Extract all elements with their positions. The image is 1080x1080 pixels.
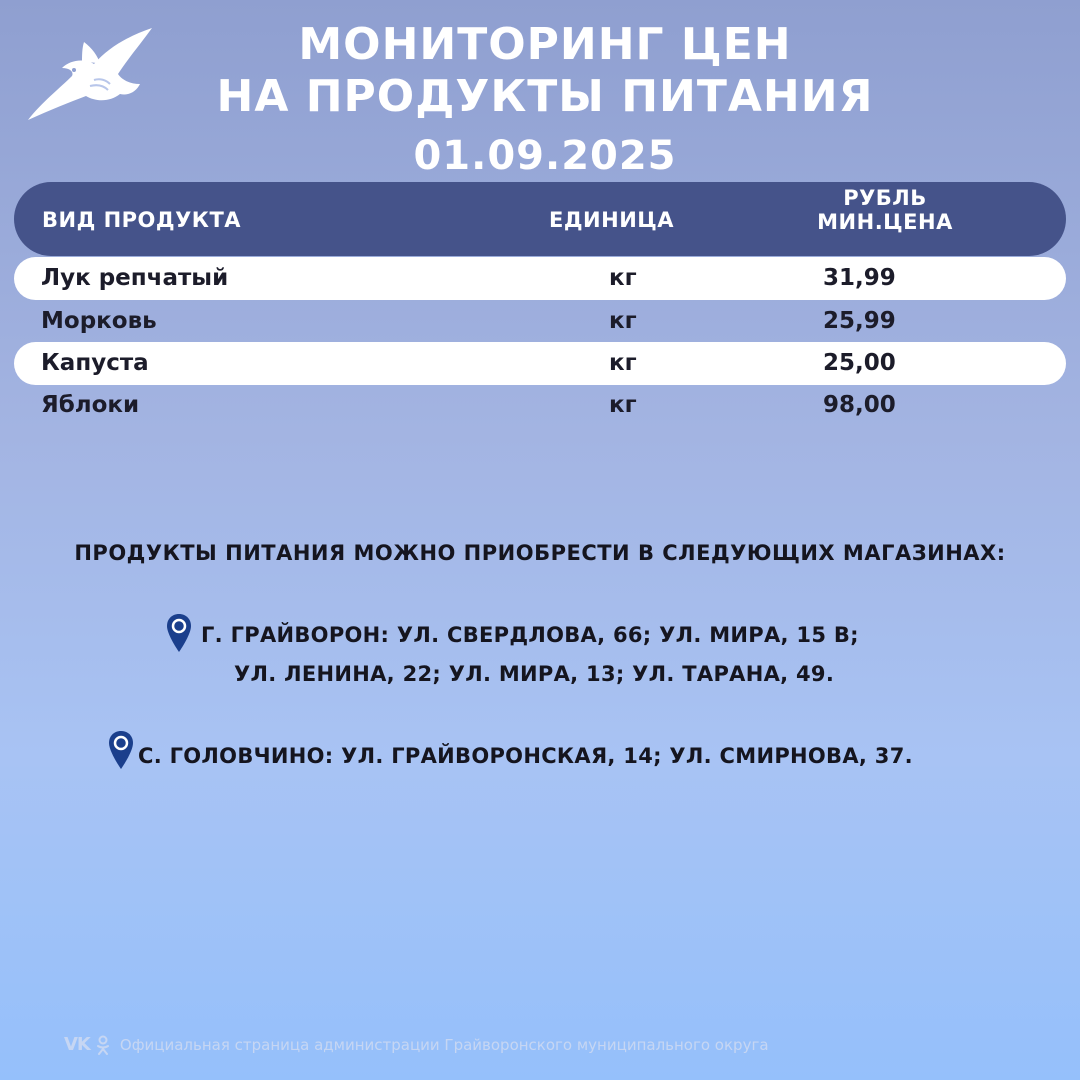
page-title-line1: МОНИТОРИНГ ЦЕН — [298, 19, 792, 70]
footer-text: Официальная страница администрации Грайворонского муниципального округа — [119, 1035, 769, 1054]
column-header-price-line2: МИН.ЦЕНА — [817, 210, 953, 234]
table-row — [14, 342, 1066, 385]
table-row — [14, 384, 1066, 427]
product-name: Яблоки — [41, 392, 140, 418]
product-name: Лук репчатый — [41, 265, 229, 291]
footer — [64, 1034, 769, 1055]
location-pin-icon — [108, 730, 134, 770]
store-address-line: УЛ. ЛЕНИНА, 22; УЛ. МИРА, 13; УЛ. ТАРАНА, 49. — [234, 662, 835, 686]
product-price: 31,99 — [823, 265, 896, 291]
product-unit: кг — [609, 308, 637, 334]
product-name: Морковь — [41, 308, 157, 334]
product-unit: кг — [609, 392, 637, 418]
product-price: 25,99 — [823, 308, 896, 334]
product-unit: кг — [609, 265, 637, 291]
odnoklassniki-icon[interactable] — [96, 1035, 110, 1055]
product-name: Капуста — [41, 350, 149, 376]
page-title-line2: НА ПРОДУКТЫ ПИТАНИЯ — [216, 71, 874, 122]
table-row — [14, 300, 1066, 343]
table-row — [14, 257, 1066, 300]
table-header — [14, 182, 1066, 256]
stores-heading: ПРОДУКТЫ ПИТАНИЯ МОЖНО ПРИОБРЕСТИ В СЛЕДУЮЩИХ МАГАЗИНАХ: — [74, 541, 1006, 565]
product-price: 98,00 — [823, 392, 896, 418]
product-unit: кг — [609, 350, 637, 376]
product-price: 25,00 — [823, 350, 896, 376]
column-header-product: ВИД ПРОДУКТА — [42, 208, 242, 232]
column-header-unit: ЕДИНИЦА — [549, 208, 675, 232]
store-address-line: Г. ГРАЙВОРОН: УЛ. СВЕРДЛОВА, 66; УЛ. МИРА, 15 В; — [201, 623, 859, 647]
date-label: 01.09.2025 — [413, 133, 677, 179]
column-header-price-line1: РУБЛЬ — [843, 186, 927, 210]
column-header-price — [794, 186, 976, 234]
location-pin-icon — [166, 613, 192, 653]
store-address-line: С. ГОЛОВЧИНО: УЛ. ГРАЙВОРОНСКАЯ, 14; УЛ. СМИРНОВА, 37. — [138, 744, 913, 768]
vk-icon[interactable]: VK — [64, 1034, 90, 1055]
